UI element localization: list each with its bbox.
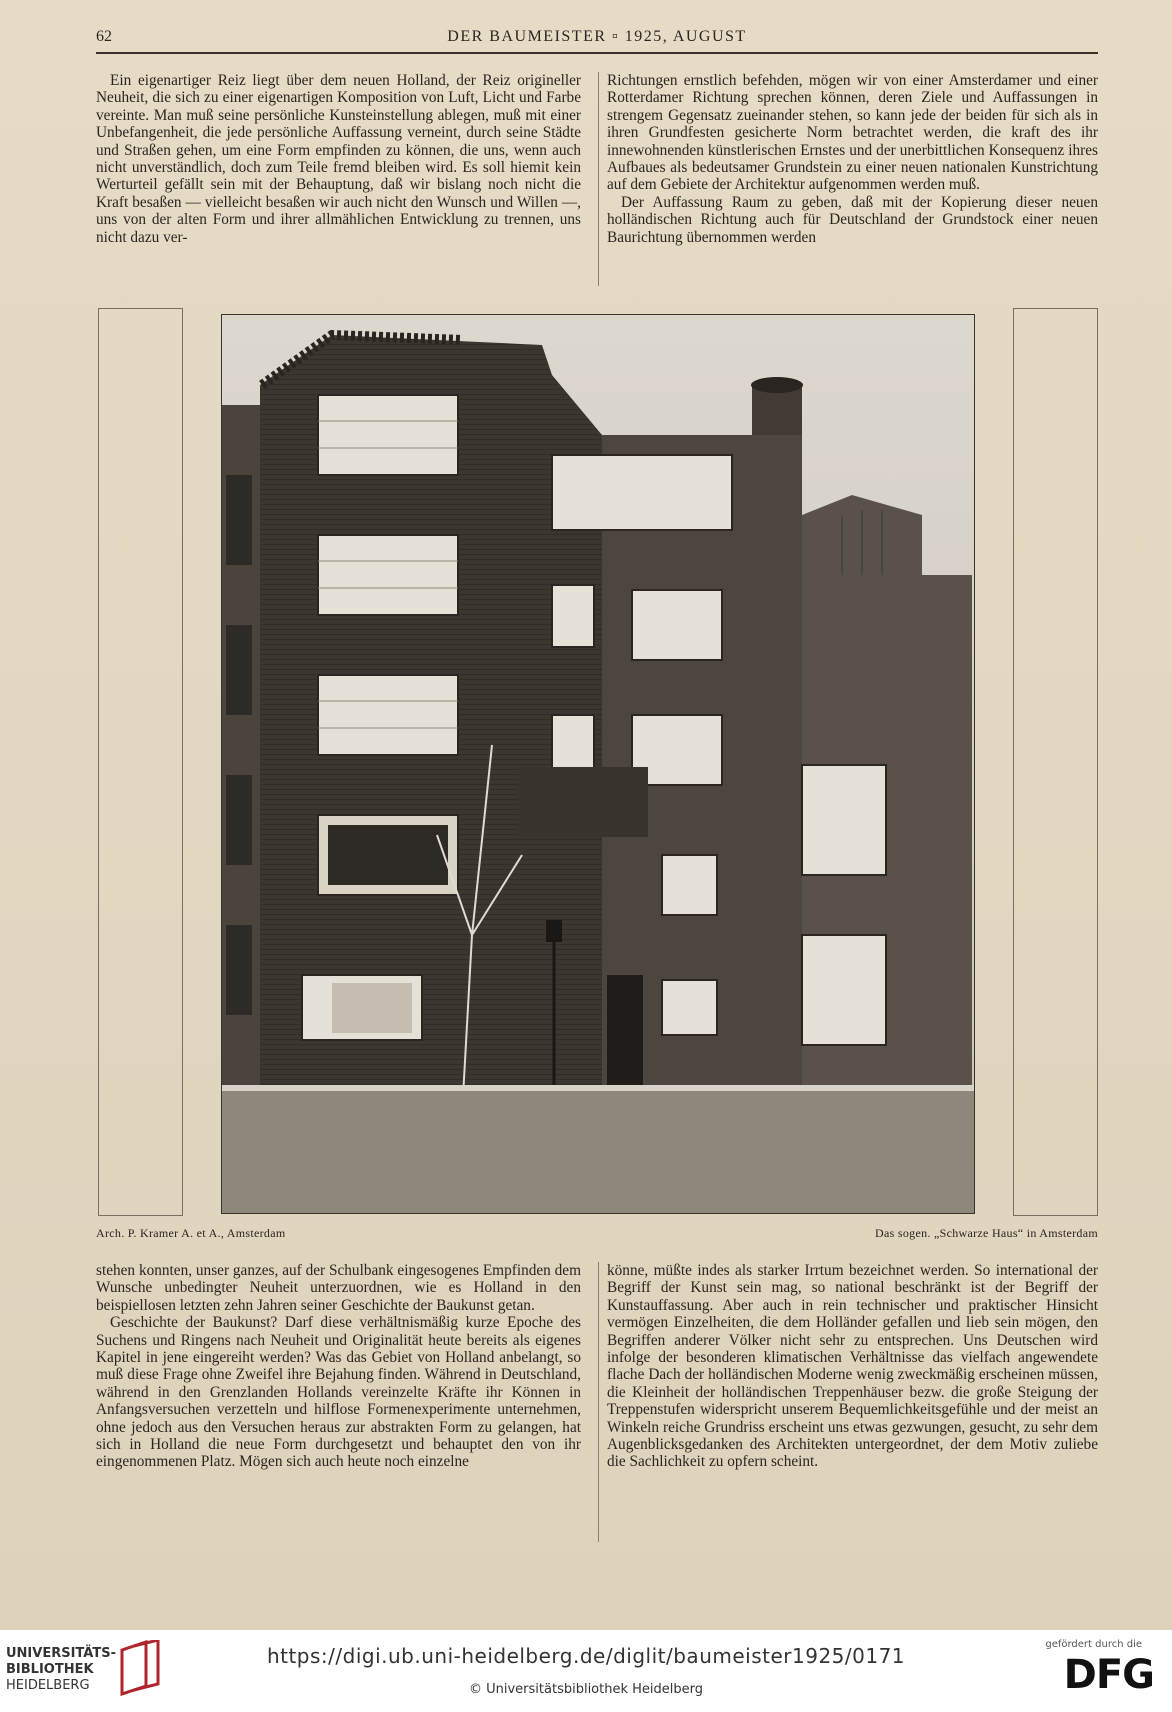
schwarze-haus-image [222,315,974,1213]
text-column-bottom-right [607,1262,1098,1471]
paragraph: Ein eigenartiger Reiz liegt über dem neuen Holland, der Reiz origineller Neuheit, die sich zu einer eigenartigen Komposition von Luft, Licht und Farbe vereinte. Man muß seine persönliche Kunsteinstellung ablegen, muß mit einer Unbefangenheit, die jede persönliche Auffassung verneint, durch seine Städte und Straßen gehen, um eine Form empfinden zu können, die uns, wenn auch nicht unverständlich, doch zum Teile fremd bleiben wird. Es soll hiemit kein Werturteil gefällt sein mit der Behauptung, daß wir bislang noch nicht die Kraft besaßen — vielleicht besaßen wir auch nicht den Wunsch und Willen —, uns von der alten Form und ihrer allmählichen Entwicklung zu trennen, uns nicht dazu ver- [96,72,581,246]
page-header [96,26,1098,54]
paragraph: Geschichte der Baukunst? Darf diese verhältnismäßig kurze Epoche des Suchens und Ringens nach Neuheit und Originalität heute bereits als eigenes Kapitel in jene eingereiht werden? Was das Gebiet von Holland anbelangt, so muß diese Frage ohne Zweifel ihre Bejahung finden. Während in Deutschland, während in den Grenzlanden Hollands vereinzelte Kräfte ihr Können in Anfangsversuchen verzetteln und hilflose Formenexperimente unternehmen, ohne jedoch aus den Versuchen heraus zur abstrakten Form zu gelangen, hat sich in Holland die neue Form durchgesetzt und behauptet den von ihr eingenommenen Platz. Mögen sich auch heute noch einzelne [96,1314,581,1471]
left-margin-frame [98,308,183,1216]
paragraph: stehen konnten, unser ganzes, auf der Schulbank eingesogenes Empfinden dem Wunsche unbedingter Neuheit unterzuordnen, wie es Holland in den beispiellosen letzten zehn Jahren seiner Geschichte der Baukunst getan. [96,1262,581,1314]
column-divider [598,1262,599,1542]
text-column-top-left [96,72,581,246]
funding-label: gefördert durch die [1045,1639,1142,1650]
library-name-line: HEIDELBERG [6,1678,90,1693]
dfg-logo: DFG [1063,1652,1154,1698]
copyright-notice: © Universitätsbibliothek Heidelberg [468,1682,703,1697]
text-column-bottom-left [96,1262,581,1471]
page-number: 62 [96,28,112,45]
paragraph: könne, müßte indes als starker Irrtum bezeichnet werden. So international der Begriff der Kunst sein mag, so national beschränkt ist der Begriff der Kunstauffassung. Aber auch in rein technischer und praktischer Hinsicht vermögen Einzelheiten, die dem Holländer gefallen und lieb sein mögen, den Begriffen anderer Völker nicht sehr zu entsprechen. Uns Deutschen wird infolge der besonderen klimatischen Verhältnisse das vielfach angewendete flache Dach der holländischen Moderne wenig zweckmäßig erscheinen müssen, die Kleinheit der holländischen Treppenhäuser bezw. die große Steigung der Treppenstufen widerspricht unserem Bequemlichkeitsgefühle und der meist an Winkeln reiche Grundriss erscheint uns etwas gezwungen, gesucht, zu sehr dem Augenblicksgedanken des Architekten untergeordnet, der dem Motiv zuliebe die Sachlichkeit zu opfern scheint. [607,1262,1098,1471]
photo-caption-architect: Arch. P. Kramer A. et A., Amsterdam [96,1226,286,1240]
paragraph: Richtungen ernstlich befehden, mögen wir von einer Amsterdamer und einer Rotterdamer Richtung sprechen können, deren Ziele und Auffassungen in strengem Gegensatz zueinander stehen, so kann jede der beiden für sich als in ihren Grundfesten gesicherte Norm betrachtet werden, die kraft des ihr innewohnenden künstlerischen Ernstes und der unerbittlichen Konsequenz ihres Aufbaues als bedeutsamer Grundstein zu einer neuen nationalen Kunstrichtung auf dem Gebiete der Architektur aufgenommen werden muß. [607,72,1098,194]
photo-caption-title: Das sogen. „Schwarze Haus“ in Amsterdam [875,1226,1098,1240]
library-name-line: BIBLIOTHEK [6,1662,94,1677]
running-title: DER BAUMEISTER ▫ 1925, AUGUST [447,28,747,45]
library-name-line: UNIVERSITÄTS- [6,1646,116,1661]
right-margin-frame [1013,308,1098,1216]
building-photograph [221,314,975,1214]
paragraph: Der Auffassung Raum zu geben, daß mit der Kopierung dieser neuen holländischen Richtung auch für Deutschland der Grundstock einer neuen Baurichtung übernommen werden [607,193,1098,246]
text-column-top-right [607,72,1098,246]
column-divider [598,72,599,286]
digitization-footer [0,1630,1172,1712]
permalink-url[interactable]: https://digi.ub.uni-heidelberg.de/diglit/baumeister1925/0171 [266,1644,906,1668]
